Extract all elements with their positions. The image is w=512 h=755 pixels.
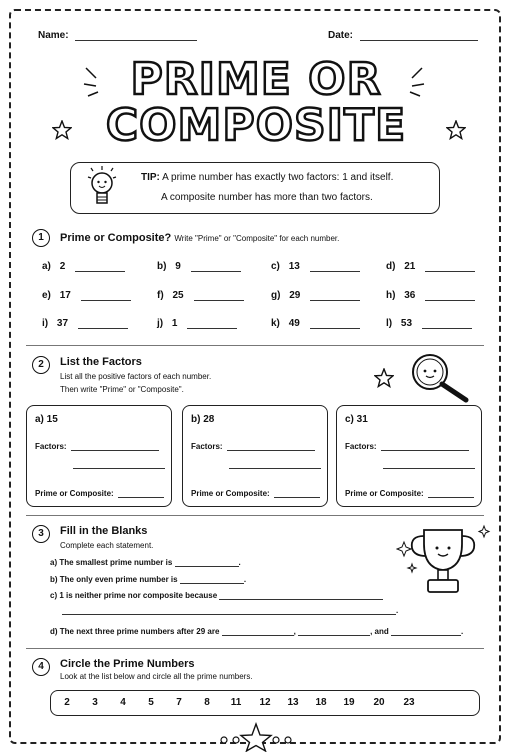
factor-card[interactable] bbox=[182, 405, 328, 507]
number-item[interactable]: 2 bbox=[64, 697, 70, 708]
section-2-instruction-2: Then write "Prime" or "Composite". bbox=[60, 385, 184, 394]
prime-or-composite-field[interactable]: Prime or Composite: bbox=[191, 489, 320, 498]
factors-line-2[interactable] bbox=[73, 468, 165, 469]
q1-item[interactable]: f) 25 bbox=[157, 290, 244, 301]
q1-item[interactable]: e) 17 bbox=[42, 290, 131, 301]
number-item[interactable]: 23 bbox=[403, 697, 415, 708]
section-2-title: List the Factors bbox=[60, 356, 142, 368]
factor-card[interactable] bbox=[336, 405, 482, 507]
section-2-number: 2 bbox=[32, 356, 50, 374]
number-item[interactable]: 18 bbox=[315, 697, 327, 708]
factors-field[interactable]: Factors: bbox=[345, 442, 469, 451]
lightbulb-icon bbox=[85, 165, 119, 213]
blank-b[interactable]: b) The only even prime number is . bbox=[50, 575, 247, 584]
number-item[interactable]: 11 bbox=[230, 697, 242, 708]
star-icon bbox=[374, 368, 394, 388]
tip-line-1: A prime number has exactly two factors: 1 and itself. bbox=[162, 172, 394, 183]
footer-star-ornament-icon bbox=[206, 722, 306, 752]
blank-c[interactable]: c) 1 is neither prime nor composite because bbox=[50, 591, 383, 600]
factor-card-title: c) 31 bbox=[345, 414, 368, 425]
q1-item[interactable]: c) 13 bbox=[271, 261, 360, 272]
tip-box bbox=[70, 162, 440, 214]
number-item[interactable]: 12 bbox=[259, 697, 271, 708]
date-label: Date: bbox=[328, 30, 354, 41]
star-icon bbox=[446, 120, 466, 140]
date-field[interactable] bbox=[328, 30, 478, 41]
factors-field[interactable]: Factors: bbox=[191, 442, 315, 451]
factors-line-2[interactable] bbox=[383, 468, 475, 469]
number-item[interactable]: 19 bbox=[343, 697, 355, 708]
tip-line-2: A composite number has more than two factors. bbox=[161, 192, 373, 203]
section-1-instruction: Write "Prime" or "Composite" for each number. bbox=[174, 234, 340, 243]
factors-line-2[interactable] bbox=[229, 468, 321, 469]
section-3-instruction: Complete each statement. bbox=[60, 541, 154, 550]
section-2-instruction-1: List all the positive factors of each number. bbox=[60, 372, 212, 381]
q1-item[interactable]: d) 21 bbox=[386, 261, 475, 272]
section-3-number: 3 bbox=[32, 525, 50, 543]
q1-item[interactable]: a) 2 bbox=[42, 261, 125, 272]
section-1-title: Prime or Composite? bbox=[60, 232, 172, 244]
prime-or-composite-field[interactable]: Prime or Composite: bbox=[345, 489, 474, 498]
q1-item[interactable]: j) 1 bbox=[157, 318, 237, 329]
title-line-2: COMPOSITE bbox=[105, 100, 407, 151]
section-divider bbox=[26, 515, 484, 516]
blank-c-line-2[interactable]: . bbox=[62, 606, 398, 615]
name-label: Name: bbox=[38, 30, 69, 41]
q1-item[interactable]: i) 37 bbox=[42, 318, 128, 329]
factor-card-title: b) 28 bbox=[191, 414, 215, 425]
section-3-title: Fill in the Blanks bbox=[60, 525, 148, 537]
factor-card-title: a) 15 bbox=[35, 414, 58, 425]
section-1-heading bbox=[60, 232, 339, 244]
blank-a[interactable]: a) The smallest prime number is . bbox=[50, 558, 241, 567]
trophy-icon bbox=[396, 522, 492, 600]
title-line-1: PRIME OR bbox=[130, 54, 382, 105]
prime-or-composite-field[interactable]: Prime or Composite: bbox=[35, 489, 164, 498]
q1-item[interactable]: g) 29 bbox=[271, 290, 360, 301]
q1-item[interactable]: h) 36 bbox=[386, 290, 475, 301]
sparkle-lines-icon bbox=[82, 64, 112, 100]
number-item[interactable]: 13 bbox=[287, 697, 299, 708]
q1-item[interactable]: k) 49 bbox=[271, 318, 360, 329]
name-field[interactable] bbox=[38, 30, 197, 41]
sparkle-lines-icon bbox=[396, 64, 426, 100]
number-item[interactable]: 3 bbox=[92, 697, 98, 708]
number-item[interactable]: 4 bbox=[120, 697, 126, 708]
magnifying-glass-icon bbox=[406, 350, 474, 406]
section-1-number: 1 bbox=[32, 229, 50, 247]
number-item[interactable]: 8 bbox=[204, 697, 210, 708]
q1-item[interactable]: b) 9 bbox=[157, 261, 241, 272]
section-4-title: Circle the Prime Numbers bbox=[60, 658, 195, 670]
number-item[interactable]: 7 bbox=[176, 697, 182, 708]
factor-card[interactable] bbox=[26, 405, 172, 507]
section-divider bbox=[26, 648, 484, 649]
section-4-number: 4 bbox=[32, 658, 50, 676]
section-4-instruction: Look at the list below and circle all the prime numbers. bbox=[60, 672, 253, 681]
factors-field[interactable]: Factors: bbox=[35, 442, 159, 451]
tip-label: TIP: bbox=[141, 172, 160, 183]
star-icon bbox=[52, 120, 72, 140]
number-item[interactable]: 5 bbox=[148, 697, 154, 708]
section-divider bbox=[26, 345, 484, 346]
q1-item[interactable]: l) 53 bbox=[386, 318, 472, 329]
number-list-box bbox=[50, 690, 480, 716]
blank-d[interactable]: d) The next three prime numbers after 29 are , , and . bbox=[50, 627, 464, 636]
number-item[interactable]: 20 bbox=[373, 697, 385, 708]
